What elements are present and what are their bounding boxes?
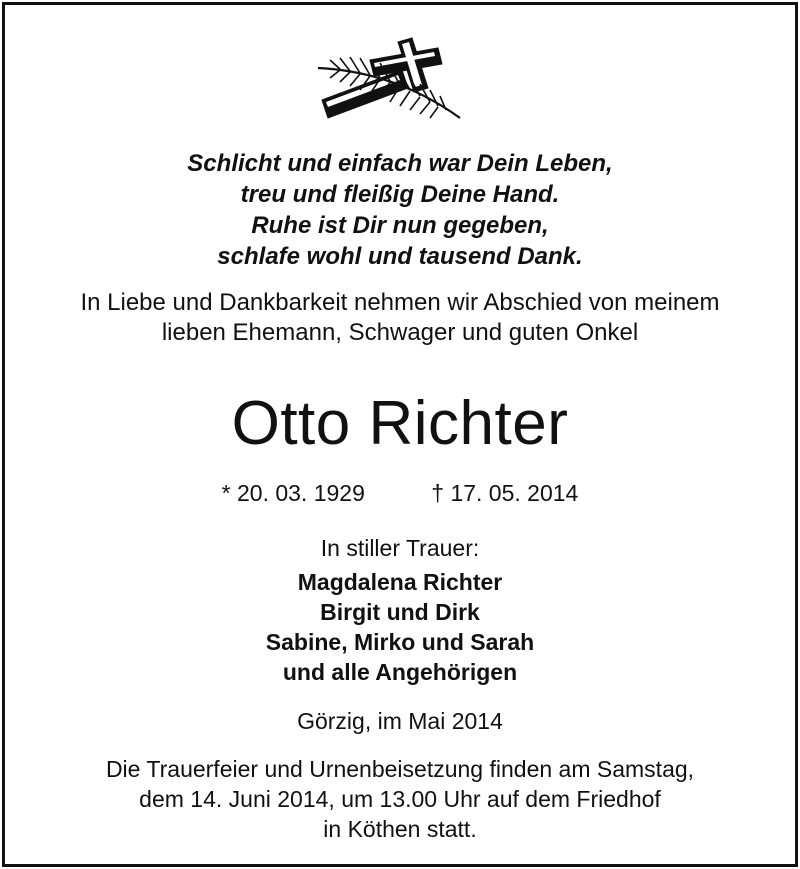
cross-with-palm-frond-icon — [310, 30, 490, 125]
service-line: in Köthen statt. — [323, 816, 477, 842]
poem-line: schlafe wohl und tausend Dank. — [217, 243, 583, 270]
place-and-date: Görzig, im Mai 2014 — [297, 708, 503, 734]
funeral-service-info — [0, 754, 800, 844]
mourners-heading: In stiller Trauer: — [320, 535, 480, 561]
poem-line: Schlicht und einfach war Dein Leben, — [187, 150, 613, 177]
birth-date: * 20. 03. 1929 — [221, 480, 365, 506]
service-line: Die Trauerfeier und Urnenbeisetzung finden am Samstag, — [105, 756, 695, 782]
death-date: † 17. 05. 2014 — [431, 480, 579, 506]
mourner-name: Birgit und Dirk — [320, 599, 480, 625]
poem-line: treu und fleißig Deine Hand. — [240, 181, 560, 208]
poem-verse — [0, 148, 800, 272]
life-dates — [0, 478, 800, 508]
farewell-line: lieben Ehemann, Schwager und guten Onkel — [161, 319, 639, 346]
mourners-list — [0, 567, 800, 687]
farewell-text — [0, 288, 800, 348]
farewell-line: In Liebe und Dankbarkeit nehmen wir Abschied von meinem — [80, 289, 720, 316]
poem-line: Ruhe ist Dir nun gegeben, — [251, 212, 549, 239]
mourner-name: Sabine, Mirko und Sarah — [265, 629, 535, 655]
mourner-name: Magdalena Richter — [297, 569, 503, 595]
deceased-name: Otto Richter — [231, 389, 569, 458]
service-line: dem 14. Juni 2014, um 13.00 Uhr auf dem Friedhof — [139, 786, 661, 812]
mourner-name: und alle Angehörigen — [282, 659, 518, 685]
